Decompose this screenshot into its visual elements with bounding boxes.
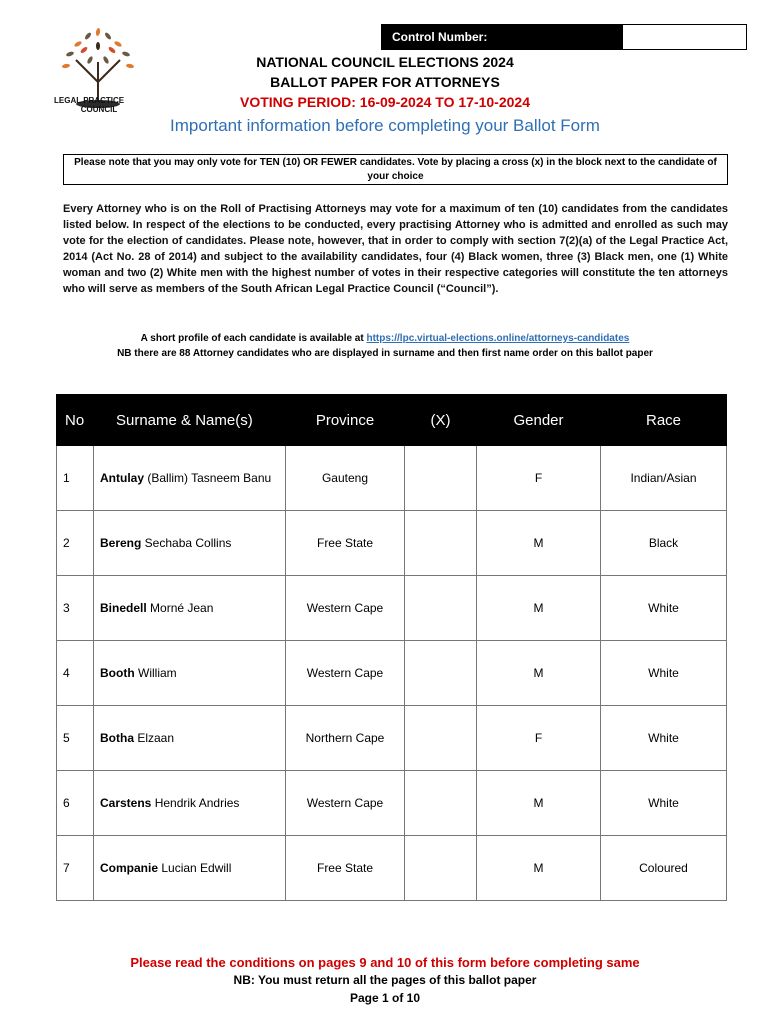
row-no: 4 bbox=[57, 641, 94, 706]
row-race: Indian/Asian bbox=[601, 446, 727, 511]
profile-prefix: A short profile of each candidate is available at bbox=[140, 333, 367, 344]
row-gender: F bbox=[477, 706, 601, 771]
profile-info bbox=[0, 331, 770, 361]
row-names: Hendrik Andries bbox=[151, 795, 240, 810]
row-no: 3 bbox=[57, 576, 94, 641]
header-province: Province bbox=[286, 395, 405, 446]
document-title: NATIONAL COUNCIL ELECTIONS 2024 bbox=[256, 54, 514, 70]
logo-line-1: LEGAL PRACTICE bbox=[54, 96, 125, 105]
row-gender: M bbox=[477, 576, 601, 641]
vote-box[interactable] bbox=[405, 771, 477, 836]
voting-period: VOTING PERIOD: 16-09-2024 TO 17-10-2024 bbox=[240, 94, 530, 110]
vote-box[interactable] bbox=[405, 446, 477, 511]
profile-link[interactable]: https://lpc.virtual-elections.online/attorneys-candidates bbox=[366, 333, 630, 344]
row-surname: Carstens bbox=[100, 795, 152, 810]
row-names: Lucian Edwill bbox=[158, 860, 232, 875]
eligibility-paragraph: Every Attorney who is on the Roll of Practising Attorneys may vote for a maximum of ten (10) candidates from the candidates listed below. In respect of the elections to be conducted, every practising Attorney who is admitted and enrolled as such may vote for the election of candidates. Please note, however, that in order to comply with section 7(2)(a) of the Legal Practice Act, 2014 (Act No. 28 of 2014) and subject to the availability candidates, four (4) Black women, three (3) Black men, one (1) White woman and two (2) White men with the highest number of votes in their respective categories will constitute the ten attorneys who will serve as members of the South African Legal Practice Council (“Council”). bbox=[63, 203, 728, 295]
table-header-row bbox=[57, 395, 727, 446]
row-name bbox=[94, 511, 286, 576]
table-row bbox=[57, 576, 727, 641]
row-gender: M bbox=[477, 511, 601, 576]
row-names: Sechaba Collins bbox=[141, 535, 232, 550]
row-gender: M bbox=[477, 836, 601, 901]
row-gender: F bbox=[477, 446, 601, 511]
header-gender: Gender bbox=[477, 395, 601, 446]
profile-nb: NB there are 88 Attorney candidates who are displayed in surname and then first name order on this ballot paper bbox=[117, 348, 653, 359]
row-names: William bbox=[134, 665, 177, 680]
row-surname: Booth bbox=[100, 665, 135, 680]
table-row bbox=[57, 641, 727, 706]
vote-box[interactable] bbox=[405, 706, 477, 771]
table-row bbox=[57, 446, 727, 511]
row-province: Gauteng bbox=[286, 446, 405, 511]
row-race: Black bbox=[601, 511, 727, 576]
row-surname: Antulay bbox=[100, 470, 145, 485]
table-row bbox=[57, 771, 727, 836]
control-number-label: Control Number: bbox=[382, 25, 623, 49]
conditions-note: Please read the conditions on pages 9 and 10 of this form before completing same bbox=[130, 955, 640, 970]
row-no: 2 bbox=[57, 511, 94, 576]
vote-box[interactable] bbox=[405, 836, 477, 901]
row-no: 1 bbox=[57, 446, 94, 511]
table-row bbox=[57, 706, 727, 771]
row-province: Western Cape bbox=[286, 641, 405, 706]
row-name bbox=[94, 446, 286, 511]
header-x: (X) bbox=[405, 395, 477, 446]
control-number-field[interactable] bbox=[623, 25, 746, 49]
row-names: Morné Jean bbox=[146, 600, 214, 615]
vote-box[interactable] bbox=[405, 641, 477, 706]
vote-box[interactable] bbox=[405, 576, 477, 641]
row-gender: M bbox=[477, 771, 601, 836]
row-no: 5 bbox=[57, 706, 94, 771]
row-names: Elzaan bbox=[134, 730, 175, 745]
row-province: Free State bbox=[286, 836, 405, 901]
row-name bbox=[94, 706, 286, 771]
row-race: White bbox=[601, 706, 727, 771]
row-province: Northern Cape bbox=[286, 706, 405, 771]
row-race: White bbox=[601, 576, 727, 641]
voting-notice: Please note that you may only vote for TEN (10) OR FEWER candidates. Vote by placing a cross (x) in the block next to the candidate of your choice bbox=[63, 154, 728, 185]
row-names: (Ballim) Tasneem Banu bbox=[144, 470, 272, 485]
row-surname: Bereng bbox=[100, 535, 142, 550]
header-no: No bbox=[57, 395, 94, 446]
row-name bbox=[94, 771, 286, 836]
header-race: Race bbox=[601, 395, 727, 446]
logo-line-2: COUNCIL bbox=[80, 105, 118, 114]
row-name bbox=[94, 576, 286, 641]
row-race: White bbox=[601, 641, 727, 706]
table-row bbox=[57, 511, 727, 576]
row-no: 6 bbox=[57, 771, 94, 836]
info-heading: Important information before completing your Ballot Form bbox=[170, 116, 600, 135]
page-number: Page 1 of 10 bbox=[349, 991, 421, 1005]
row-race: Coloured bbox=[601, 836, 727, 901]
row-province: Free State bbox=[286, 511, 405, 576]
return-note: NB: You must return all the pages of this ballot paper bbox=[233, 973, 537, 987]
header-name: Surname & Name(s) bbox=[94, 395, 286, 446]
row-province: Western Cape bbox=[286, 771, 405, 836]
row-name bbox=[94, 641, 286, 706]
row-race: White bbox=[601, 771, 727, 836]
row-surname: Botha bbox=[100, 730, 134, 745]
table-row bbox=[57, 836, 727, 901]
row-surname: Companie bbox=[100, 860, 159, 875]
row-gender: M bbox=[477, 641, 601, 706]
row-province: Western Cape bbox=[286, 576, 405, 641]
ballot-table bbox=[56, 394, 727, 901]
row-surname: Binedell bbox=[100, 600, 147, 615]
vote-box[interactable] bbox=[405, 511, 477, 576]
control-number-box bbox=[381, 24, 747, 50]
document-subtitle: BALLOT PAPER FOR ATTORNEYS bbox=[270, 74, 500, 90]
row-no: 7 bbox=[57, 836, 94, 901]
row-name bbox=[94, 836, 286, 901]
